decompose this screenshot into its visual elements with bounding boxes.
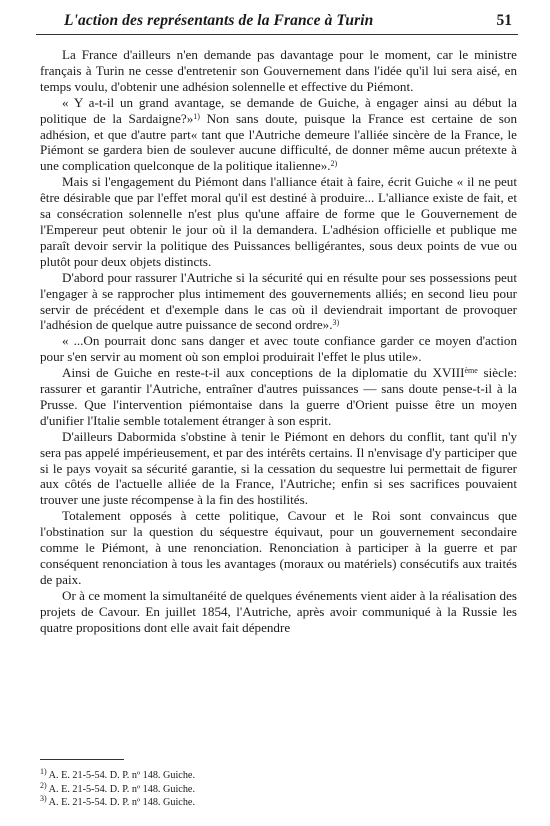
paragraph-text: D'abord pour rassurer l'Autriche si la sécurité qui en résulte pour ses possessions peut l'engager à se rapprocher plus intimement des gouvernements alliés; en second lieu pour servir de précédent et d'exemple dans le cas où il deviendrait important de provoquer l'adhésion de quelque autre puissance de second ordre». [40,269,517,333]
page-number: 51 [496,12,512,29]
paragraph [40,588,517,636]
footnote-mark: 1) [40,767,47,776]
footnote-text: A. E. 21-5-54. D. P. nº 148. Guiche. [48,797,195,808]
ordinal-suffix: ème [464,366,478,376]
paragraph-text: Ainsi de Guiche en reste-t-il aux conceptions de la diplomatie du XVIII [62,365,465,381]
paragraph [40,508,517,588]
header-title: L'action des représentants de la France à Turin [64,12,374,29]
paragraph [40,270,517,334]
paragraph [40,365,517,429]
footnote-ref: 3) [332,318,340,328]
footnote [40,780,517,797]
paragraph-text: Or à ce moment la simultanéité de quelques événements vient aider à la réalisation des projets de Cavour. En juillet 1854, l'Autriche, après avoir communiqué à la Russie les quatre propositions dont elle avait fait dépendre [40,587,517,635]
paragraph-text: « ...On pourrait donc sans danger et avec toute confiance garder ce moyen d'action pour s'en servir au moment où son emploi produirait l'effet le plus utile». [40,333,517,365]
paragraph-text: Non sans doute, puisque la France est certaine de son adhésion, et que d'autre part« tant que l'Autriche demeure l'alliée sincère de la France, le Piémont se gardera bien de soulever aucune difficulté, de donner même aucun prétexte à une complication quelconque de la politique italienne». [40,110,517,174]
footnote-mark: 2) [40,780,47,790]
footnotes [40,769,517,810]
paragraph [40,47,517,95]
paragraph-text: siècle: rassurer et garantir l'Autriche, entraîner d'autres puissances — sans doute pense-t-il à la Prusse. Que l'intervention piémontaise dans la guerre d'Orient puisse être un moyen d'unifier l'Italie semble totalement étranger à son esprit. [40,365,517,428]
footnote-ref: 2) [330,159,338,169]
footnote [40,796,517,810]
footnote-text: A. E. 21-5-54. D. P. nº 148. Guiche. [48,783,195,795]
paragraph-text: Totalement opposés à cette politique, Cavour et le Roi sont convaincus que l'obstination sur la question du séquestre équivaut, pour un gouvernement secondaire comme le Piémont, à une renonciation. Renonciation à participer à la guerre et par conséquent renonciation à tous les avantages (moraux ou matériels) consécutifs aux traités de paix. [40,508,517,587]
paragraph [40,95,517,175]
paragraph [40,174,517,269]
paragraph-text: La France d'ailleurs n'en demande pas davantage pour le moment, car le ministre français à Turin ne cesse d'entretenir son Gouvernement dans l'idée qu'il lui sera aisé, en temps voulu, d'obtenir une adhésion solennelle et effective du Piémont. [40,47,517,94]
paragraph-text: Mais si l'engagement du Piémont dans l'alliance était à faire, écrit Guiche « il ne peut être désirable que par l'effet moral qu'il est destiné à produire... L'alliance existe de fait, et sa consécration solennelle n'est plus qu'une affaire de forme que le Gouvernement de l'Empereur peut obtenir le jour où il la demandera. L'adhésion officielle et publique me paraît devoir servir la politique des Puissances belligérantes, sous deux points de vue ou plutôt pour deux objets distincts. [40,174,517,269]
paragraph-text: D'ailleurs Dabormida s'obstine à tenir le Piémont en dehors du conflit, tant qu'il n'y sera pas appelé impérieusement, et par des intérêts certains. Il n'envisage d'y participer que si le pays voyait sa sécurité garantie, si la cessation du sequestre lui permettait de figurer aux côtés de l'actuelle alliée de la France, l'Autriche; enfin si ses sacrifices pouvaient trouver une juste récompense à la fin des hostilités. [40,428,517,508]
body-text [40,47,517,636]
paragraph-text: « Y a-t-il un grand avantage, se demande de Guiche, à engager ainsi au début la politique de la Sardaigne?» [40,94,517,126]
paragraph [40,333,517,365]
footnote-mark: 3) [40,794,47,803]
paragraph [40,429,517,509]
footnote [40,769,517,783]
footnote-ref: 1) [193,111,200,121]
running-header [36,12,518,35]
footnote-text: A. E. 21-5-54. D. P. nº 148. Guiche. [48,770,195,781]
footnote-divider [40,759,124,760]
